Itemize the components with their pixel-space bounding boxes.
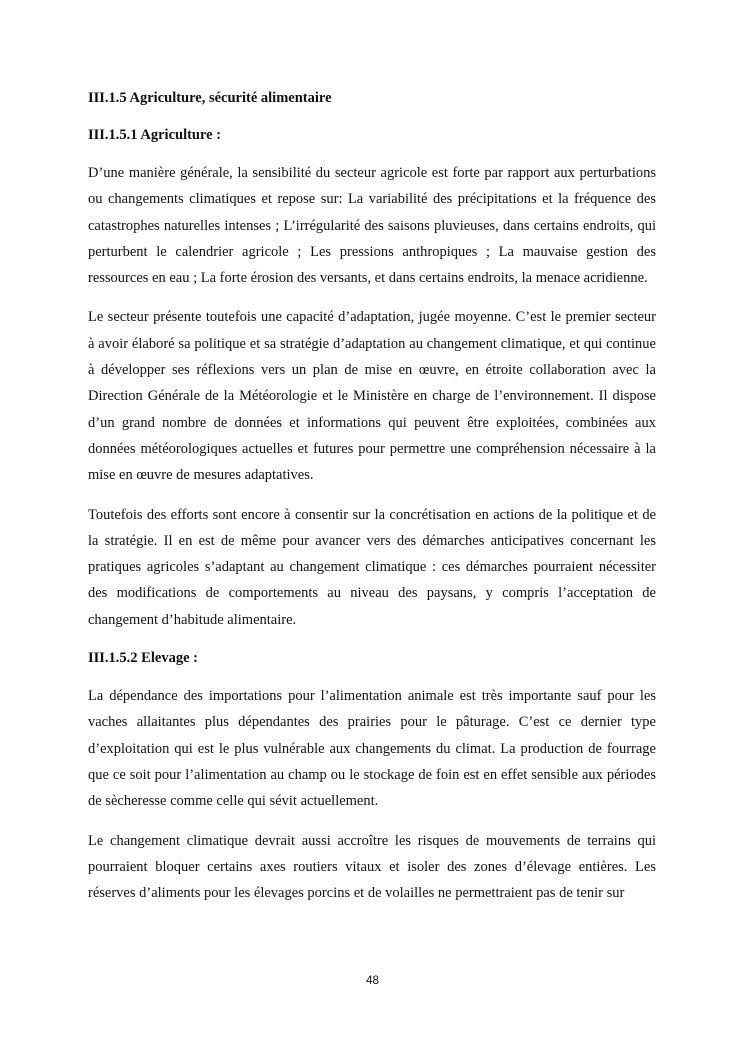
paragraph: Le changement climatique devrait aussi accroître les risques de mouvements de terrains qui pourraient bloquer certains axes routiers vitaux et isoler des zones d’élevage entières. Les réserves d’aliments pour les élevages porcins et de volailles ne permettraient pas de tenir sur [88, 832, 656, 902]
paragraph: Le secteur présente toutefois une capacité d’adaptation, jugée moyenne. C’est le premier secteur à avoir élaboré sa politique et sa stratégie d’adaptation au changement climatique, et qui continue à développer ses réflexions vers un plan de mise en œuvre, en étroite collaboration avec la Direction Générale de la Météorologie et le Ministère en charge de l’environnement. Il dispose d’un grand nombre de données et informations qui peuvent être exploitées, combinées aux données météorologiques actuelles et futures pour permettre une compréhension nécessaire à la mise en œuvre de mesures adaptatives. [88, 309, 656, 484]
paragraph: Toutefois des efforts sont encore à consentir sur la concrétisation en actions de la politique et de la stratégie. Il en est de même pour avancer vers des démarches anticipatives concernant les pratiques agricoles s’adaptant au changement climatique : ces démarches pourraient nécessiter des modifications de comportements au niveau des paysans, y compris l’acceptation de changement d’habitude alimentaire. [88, 506, 656, 628]
page-number: 48 [366, 975, 379, 987]
subsection-title-agriculture: III.1.5.1 Agriculture : [88, 127, 222, 143]
paragraph: La dépendance des importations pour l’alimentation animale est très importante sauf pour les vaches allaitantes plus dépendantes des prairies pour le pâturage. C’est ce dernier type d’exploitation qui est le plus vulnérable aux changements du climat. La production de fourrage que ce soit pour l’alimentation au champ ou le stockage de foin est en effet sensible aux périodes de sècheresse comme celle qui sévit actuellement. [88, 688, 656, 810]
paragraph: D’une manière générale, la sensibilité du secteur agricole est forte par rapport aux perturbations ou changements climatiques et repose sur: La variabilité des précipitations et la fréquence des catastrophes naturelles intenses ; L’irrégularité des saisons pluvieuses, dans certains endroits, qui perturbent le calendrier agricole ; Les pressions anthropiques ; La mauvaise gestion des ressources en eau ; La forte érosion des versants, et dans certains endroits, la menace acridienne. [88, 165, 656, 287]
page-body [88, 86, 656, 906]
subsection-title-elevage: III.1.5.2 Elevage : [88, 650, 198, 667]
section-title: III.1.5 Agriculture, sécurité alimentaire [88, 90, 332, 106]
